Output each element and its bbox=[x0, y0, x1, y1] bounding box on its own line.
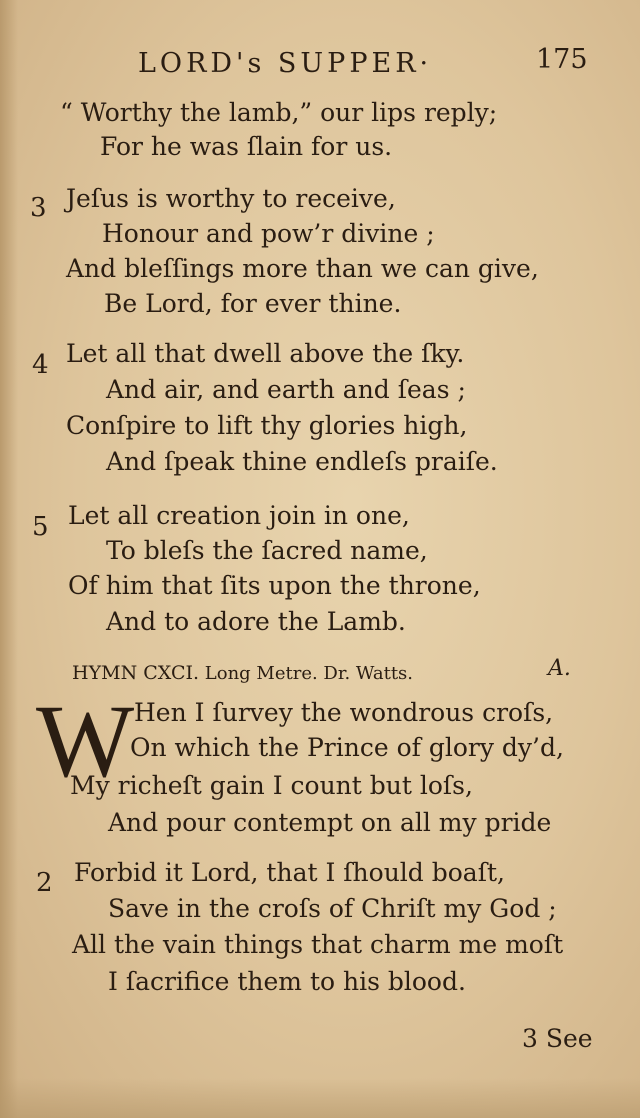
stanza-number: 5 bbox=[32, 512, 49, 542]
verse-line: And to adore the Lamb. bbox=[106, 607, 406, 636]
running-head: LORD's SUPPER· bbox=[138, 48, 433, 79]
verse-line: And air, and earth and ſeas ; bbox=[106, 375, 466, 404]
verse-line: Save in the croſs of Chriſt my God ; bbox=[108, 894, 557, 923]
verse-line: My richeſt gain I count but loſs, bbox=[70, 771, 473, 800]
verse-line: Let all that dwell above the ſky. bbox=[66, 339, 465, 368]
verse-line: For he was ſlain for us. bbox=[100, 132, 393, 161]
page-bottom-shadow bbox=[0, 1078, 640, 1118]
verse-line: I ſacrifice them to his blood. bbox=[108, 967, 466, 996]
page-number: 175 bbox=[536, 44, 588, 75]
drop-cap: W bbox=[36, 684, 135, 799]
verse-line: On which the Prince of glory dy’d, bbox=[130, 733, 564, 762]
tune-letter: A. bbox=[548, 656, 571, 681]
verse-line: Let all creation join in one, bbox=[68, 501, 410, 530]
hymn-title: HYMN CXCI. bbox=[72, 662, 200, 684]
verse-line: Be Lord, for ever thine. bbox=[104, 289, 402, 318]
verse-line: All the vain things that charm me moſt bbox=[72, 930, 564, 959]
verse-line: To bleſs the ſacred name, bbox=[106, 536, 428, 565]
page-edge-shadow bbox=[0, 0, 18, 1118]
stanza-number: 4 bbox=[32, 350, 49, 380]
verse-line: Forbid it Lord, that I ſhould boaſt, bbox=[74, 858, 505, 887]
verse-line: Conſpire to lift thy glories high, bbox=[66, 411, 468, 440]
stanza-number: 2 bbox=[36, 868, 53, 898]
verse-line: And ſpeak thine endleſs praiſe. bbox=[106, 447, 498, 476]
verse-line: Hen I ſurvey the wondrous croſs, bbox=[134, 698, 554, 727]
verse-line: “ Worthy the lamb,” our lips reply; bbox=[60, 98, 498, 127]
verse-line: And pour contempt on all my pride bbox=[108, 808, 552, 837]
verse-line: Jeſus is worthy to receive, bbox=[66, 184, 396, 213]
catchword: 3 See bbox=[522, 1024, 593, 1053]
verse-line: And bleſſings more than we can give, bbox=[66, 254, 539, 283]
verse-line: Honour and pow’r divine ; bbox=[102, 219, 435, 248]
stanza-number: 3 bbox=[30, 193, 47, 223]
verse-line: Of him that ſits upon the throne, bbox=[68, 571, 481, 600]
hymn-heading bbox=[72, 662, 413, 684]
hymn-metre: Long Metre. Dr. Watts. bbox=[204, 663, 414, 684]
